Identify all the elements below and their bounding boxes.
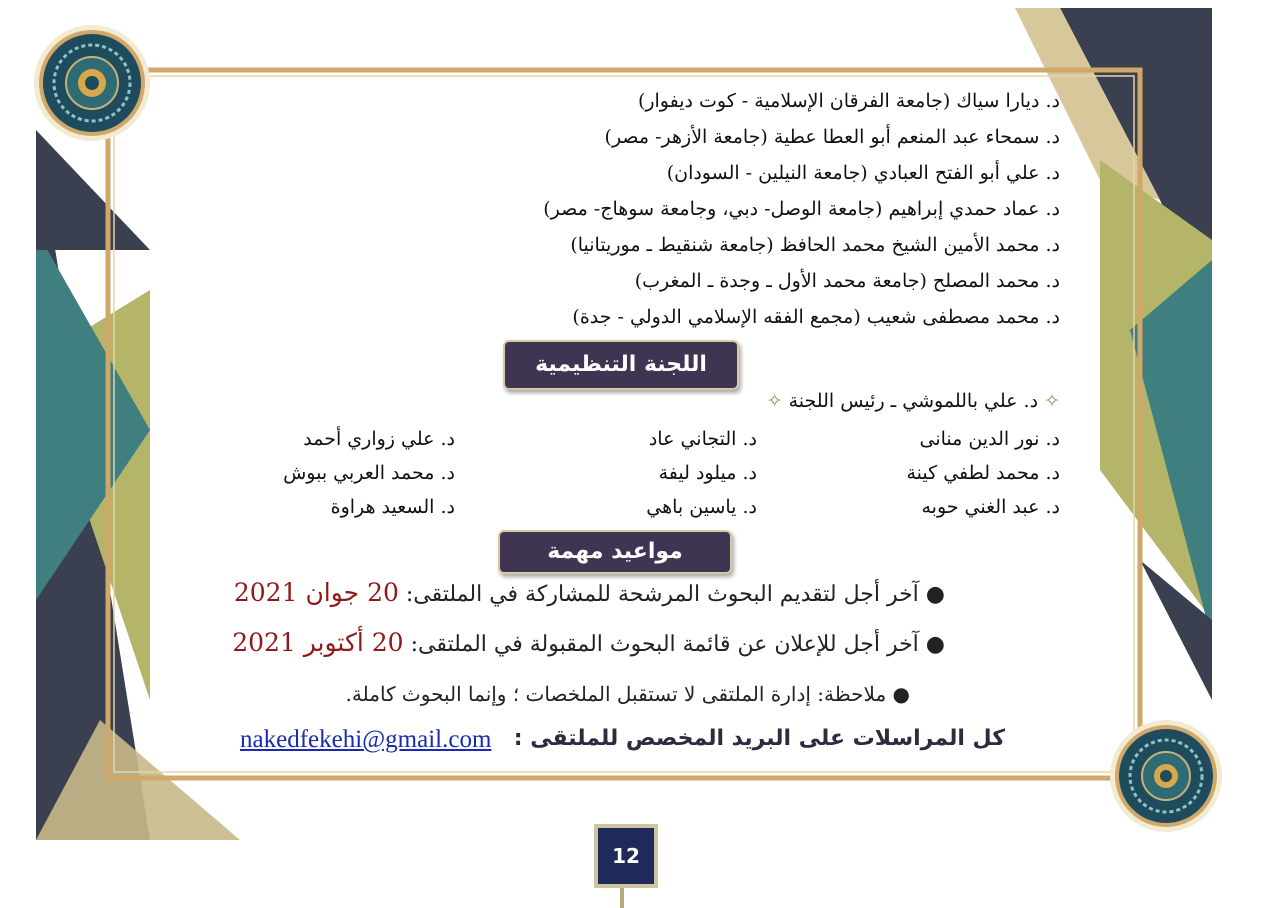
deadline-note [346,682,910,706]
contact-label: كل المراسلات على البريد المخصص للملتقى : [513,726,1005,751]
email-link[interactable]: nakedfekehi@gmail.com [240,726,492,753]
committee-member: د. علي زواري أحمد [303,428,455,450]
deadline-item [234,578,945,607]
page-number: 12 [594,824,658,888]
bullet-icon: ● [918,582,945,607]
committee-member: د. محمد العربي ببوش [283,462,455,484]
committee-chair-text: د. علي باللموشي ـ رئيس اللجنة [788,390,1039,412]
participant-line: د. سمحاء عبد المنعم أبو العطا عطية (جامعة الأزهر- مصر) [604,126,1060,148]
important-dates-heading: مواعيد مهمة [498,530,732,574]
committee-member: د. ياسين باهي [646,496,757,518]
bullet-icon: ● [886,682,910,706]
participant-line: د. محمد المصلح (جامعة محمد الأول ـ وجدة ـ المغرب) [634,270,1060,292]
medallion-bottom-right [1110,720,1222,832]
flower-icon: ✧ [766,390,789,412]
deadline-text: آخر أجل لتقديم البحوث المرشحة للمشاركة في الملتقى: [398,582,919,607]
deadline-item [232,628,945,657]
deadline-date: 20 أكتوبر 2021 [232,628,404,657]
committee-member: د. عبد الغني حوبه [921,496,1060,518]
organizing-committee-heading: اللجنة التنظيمية [503,340,739,390]
note-text: ملاحظة: إدارة الملتقى لا تستقبل الملخصات ؛ وإنما البحوث كاملة. [345,682,887,706]
committee-member: د. ميلود ليفة [658,462,757,484]
participant-line: د. ديارا سياك (جامعة الفرقان الإسلامية - كوت ديفوار) [637,90,1060,112]
participant-line: د. محمد مصطفى شعيب (مجمع الفقه الإسلامي الدولي - جدة) [572,306,1060,328]
flower-icon: ✧ [1038,390,1060,412]
committee-chair [767,390,1060,412]
deadline-text: آخر أجل للإعلان عن قائمة البحوث المقبولة في الملتقى: [403,632,919,657]
deadline-date: 20 جوان 2021 [233,578,399,607]
participant-line: د. عماد حمدي إبراهيم (جامعة الوصل- دبي، وجامعة سوهاج- مصر) [543,198,1060,220]
contact-row [240,726,1005,760]
committee-member: د. نور الدين منانى [919,428,1060,450]
participant-line: د. محمد الأمين الشيخ محمد الحافظ (جامعة شنقيط ـ موريتانيا) [570,234,1060,256]
committee-member: د. التجاني عاد [648,428,757,450]
committee-member: د. محمد لطفي كينة [906,462,1060,484]
participant-line: د. علي أبو الفتح العبادي (جامعة النيلين - السودان) [666,162,1060,184]
bullet-icon: ● [918,632,945,657]
committee-member: د. السعيد هراوة [330,496,455,518]
left-navy-top [36,130,150,250]
medallion-top-left [34,25,150,141]
